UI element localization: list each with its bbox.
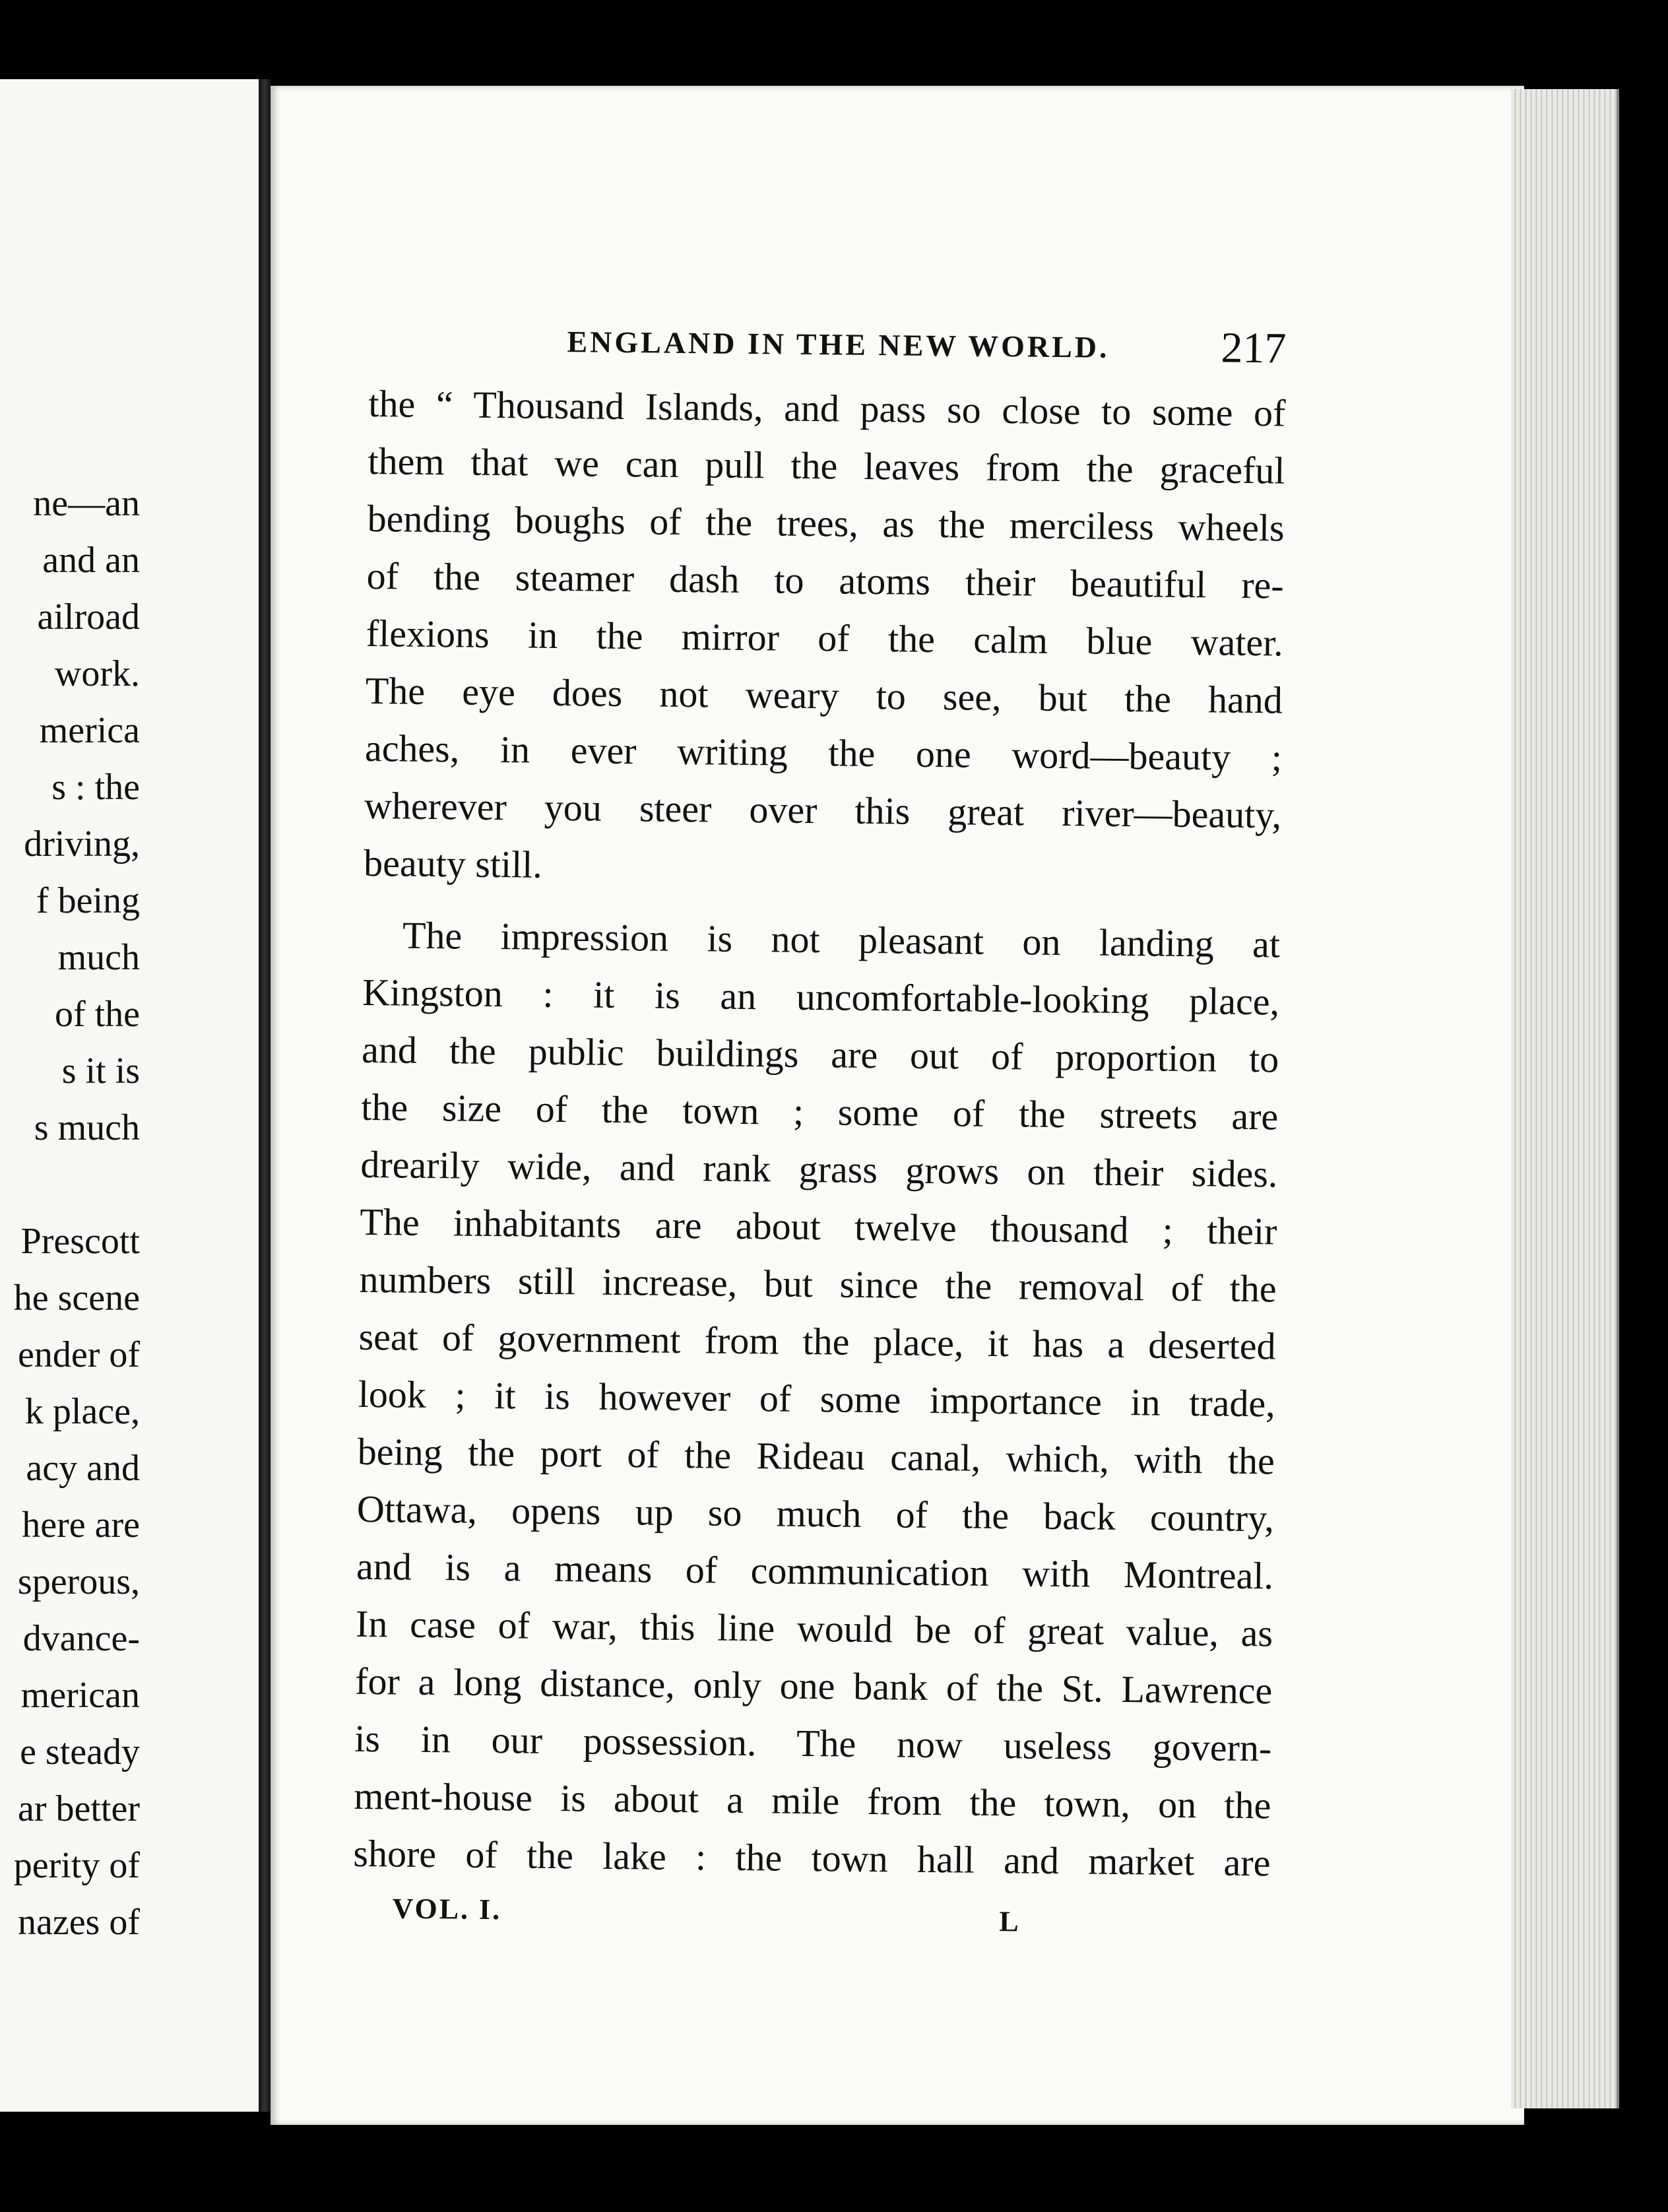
left-line: s : the <box>51 767 140 808</box>
text-line: the size of the town ; some of the streets are <box>360 1085 1279 1138</box>
text-line: flexions in the mirror of the calm blue water. <box>366 611 1284 665</box>
left-line: e steady <box>20 1732 140 1773</box>
left-line: much <box>57 937 140 978</box>
text-line: and is a means of communication with Montreal. <box>356 1544 1274 1598</box>
text-line: bending boughs of the trees, as the merciless wheels <box>367 496 1285 550</box>
text-line: shore of the lake : the town hall and market are <box>353 1831 1271 1885</box>
left-line: s it is <box>61 1051 140 1091</box>
volume-mark: VOL. I. <box>392 1892 502 1926</box>
left-line: driving, <box>24 824 140 864</box>
book-gutter <box>259 79 271 2112</box>
text-line: Ottawa, opens up so much of the back country, <box>356 1487 1275 1540</box>
text-line: Kingston : it is an uncomfortable-looking place, <box>362 970 1280 1024</box>
left-line: k place, <box>24 1391 140 1432</box>
text-line: being the port of the Rideau canal, which, with the <box>357 1429 1275 1483</box>
left-line: merican <box>20 1675 140 1716</box>
page-content <box>352 309 1287 1960</box>
text-line: drearily wide, and rank grass grows on their sides. <box>360 1142 1278 1196</box>
text-line: In case of war, this line would be of great value, as <box>355 1602 1273 1655</box>
left-line: ailroad <box>37 597 140 637</box>
text-line: The eye does not weary to see, but the hand <box>365 668 1283 722</box>
left-page <box>0 79 263 2112</box>
left-line: and an <box>42 540 140 581</box>
text-line: look ; it is however of some importance in trade, <box>358 1372 1276 1425</box>
running-head <box>369 309 1287 378</box>
left-line: sperous, <box>17 1561 140 1602</box>
text-line: wherever you steer over this great river—beauty, <box>364 783 1282 837</box>
left-line: he scene <box>13 1278 140 1318</box>
text-line: beauty still. <box>363 841 543 886</box>
left-line: acy and <box>26 1448 140 1489</box>
left-line: of the <box>54 994 140 1035</box>
paragraph <box>353 906 1280 1891</box>
left-line: Prescott <box>20 1221 140 1262</box>
left-line: s much <box>34 1107 140 1148</box>
signature-mark: L <box>999 1905 1021 1938</box>
paragraph <box>364 375 1286 901</box>
text-line: seat of government from the place, it has a deserted <box>358 1315 1276 1368</box>
left-line: merica <box>39 710 140 751</box>
text-line: them that we can pull the leaves from the graceful <box>368 439 1285 492</box>
text-line: The impression is not pleasant on landing at <box>402 913 1281 966</box>
text-line: numbers still increase, but since the removal of the <box>359 1257 1277 1311</box>
left-line: ar better <box>18 1788 140 1829</box>
running-head-title: ENGLAND IN THE NEW WORLD. <box>567 325 1110 364</box>
left-line: work. <box>54 653 140 694</box>
body-text <box>353 375 1286 1891</box>
left-line: ender of <box>17 1334 140 1375</box>
left-line: f being <box>36 880 140 921</box>
page-footer <box>352 1891 1270 1961</box>
left-line: here are <box>22 1505 140 1545</box>
text-line: for a long distance, only one bank of the St. Lawrence <box>354 1659 1273 1712</box>
text-line: aches, in ever writing the one word—beauty ; <box>364 726 1283 779</box>
text-line: and the public buildings are out of proportion to <box>361 1027 1279 1081</box>
left-line: dvance- <box>22 1618 140 1659</box>
text-line: is in our possession. The now useless govern- <box>354 1716 1272 1770</box>
text-line: ment-house is about a mile from the town, on the <box>354 1774 1271 1827</box>
text-line: the “ Thousand Islands, and pass so close to some of <box>368 381 1286 435</box>
left-line: nazes of <box>17 1902 140 1943</box>
page-edges <box>1511 89 1619 2108</box>
left-line: ne—an <box>33 483 140 524</box>
page-number: 217 <box>1221 323 1287 373</box>
left-line: perity of <box>13 1845 140 1886</box>
text-line: of the steamer dash to atoms their beautiful re- <box>366 554 1285 607</box>
text-line: The inhabitants are about twelve thousand ; their <box>360 1200 1277 1253</box>
